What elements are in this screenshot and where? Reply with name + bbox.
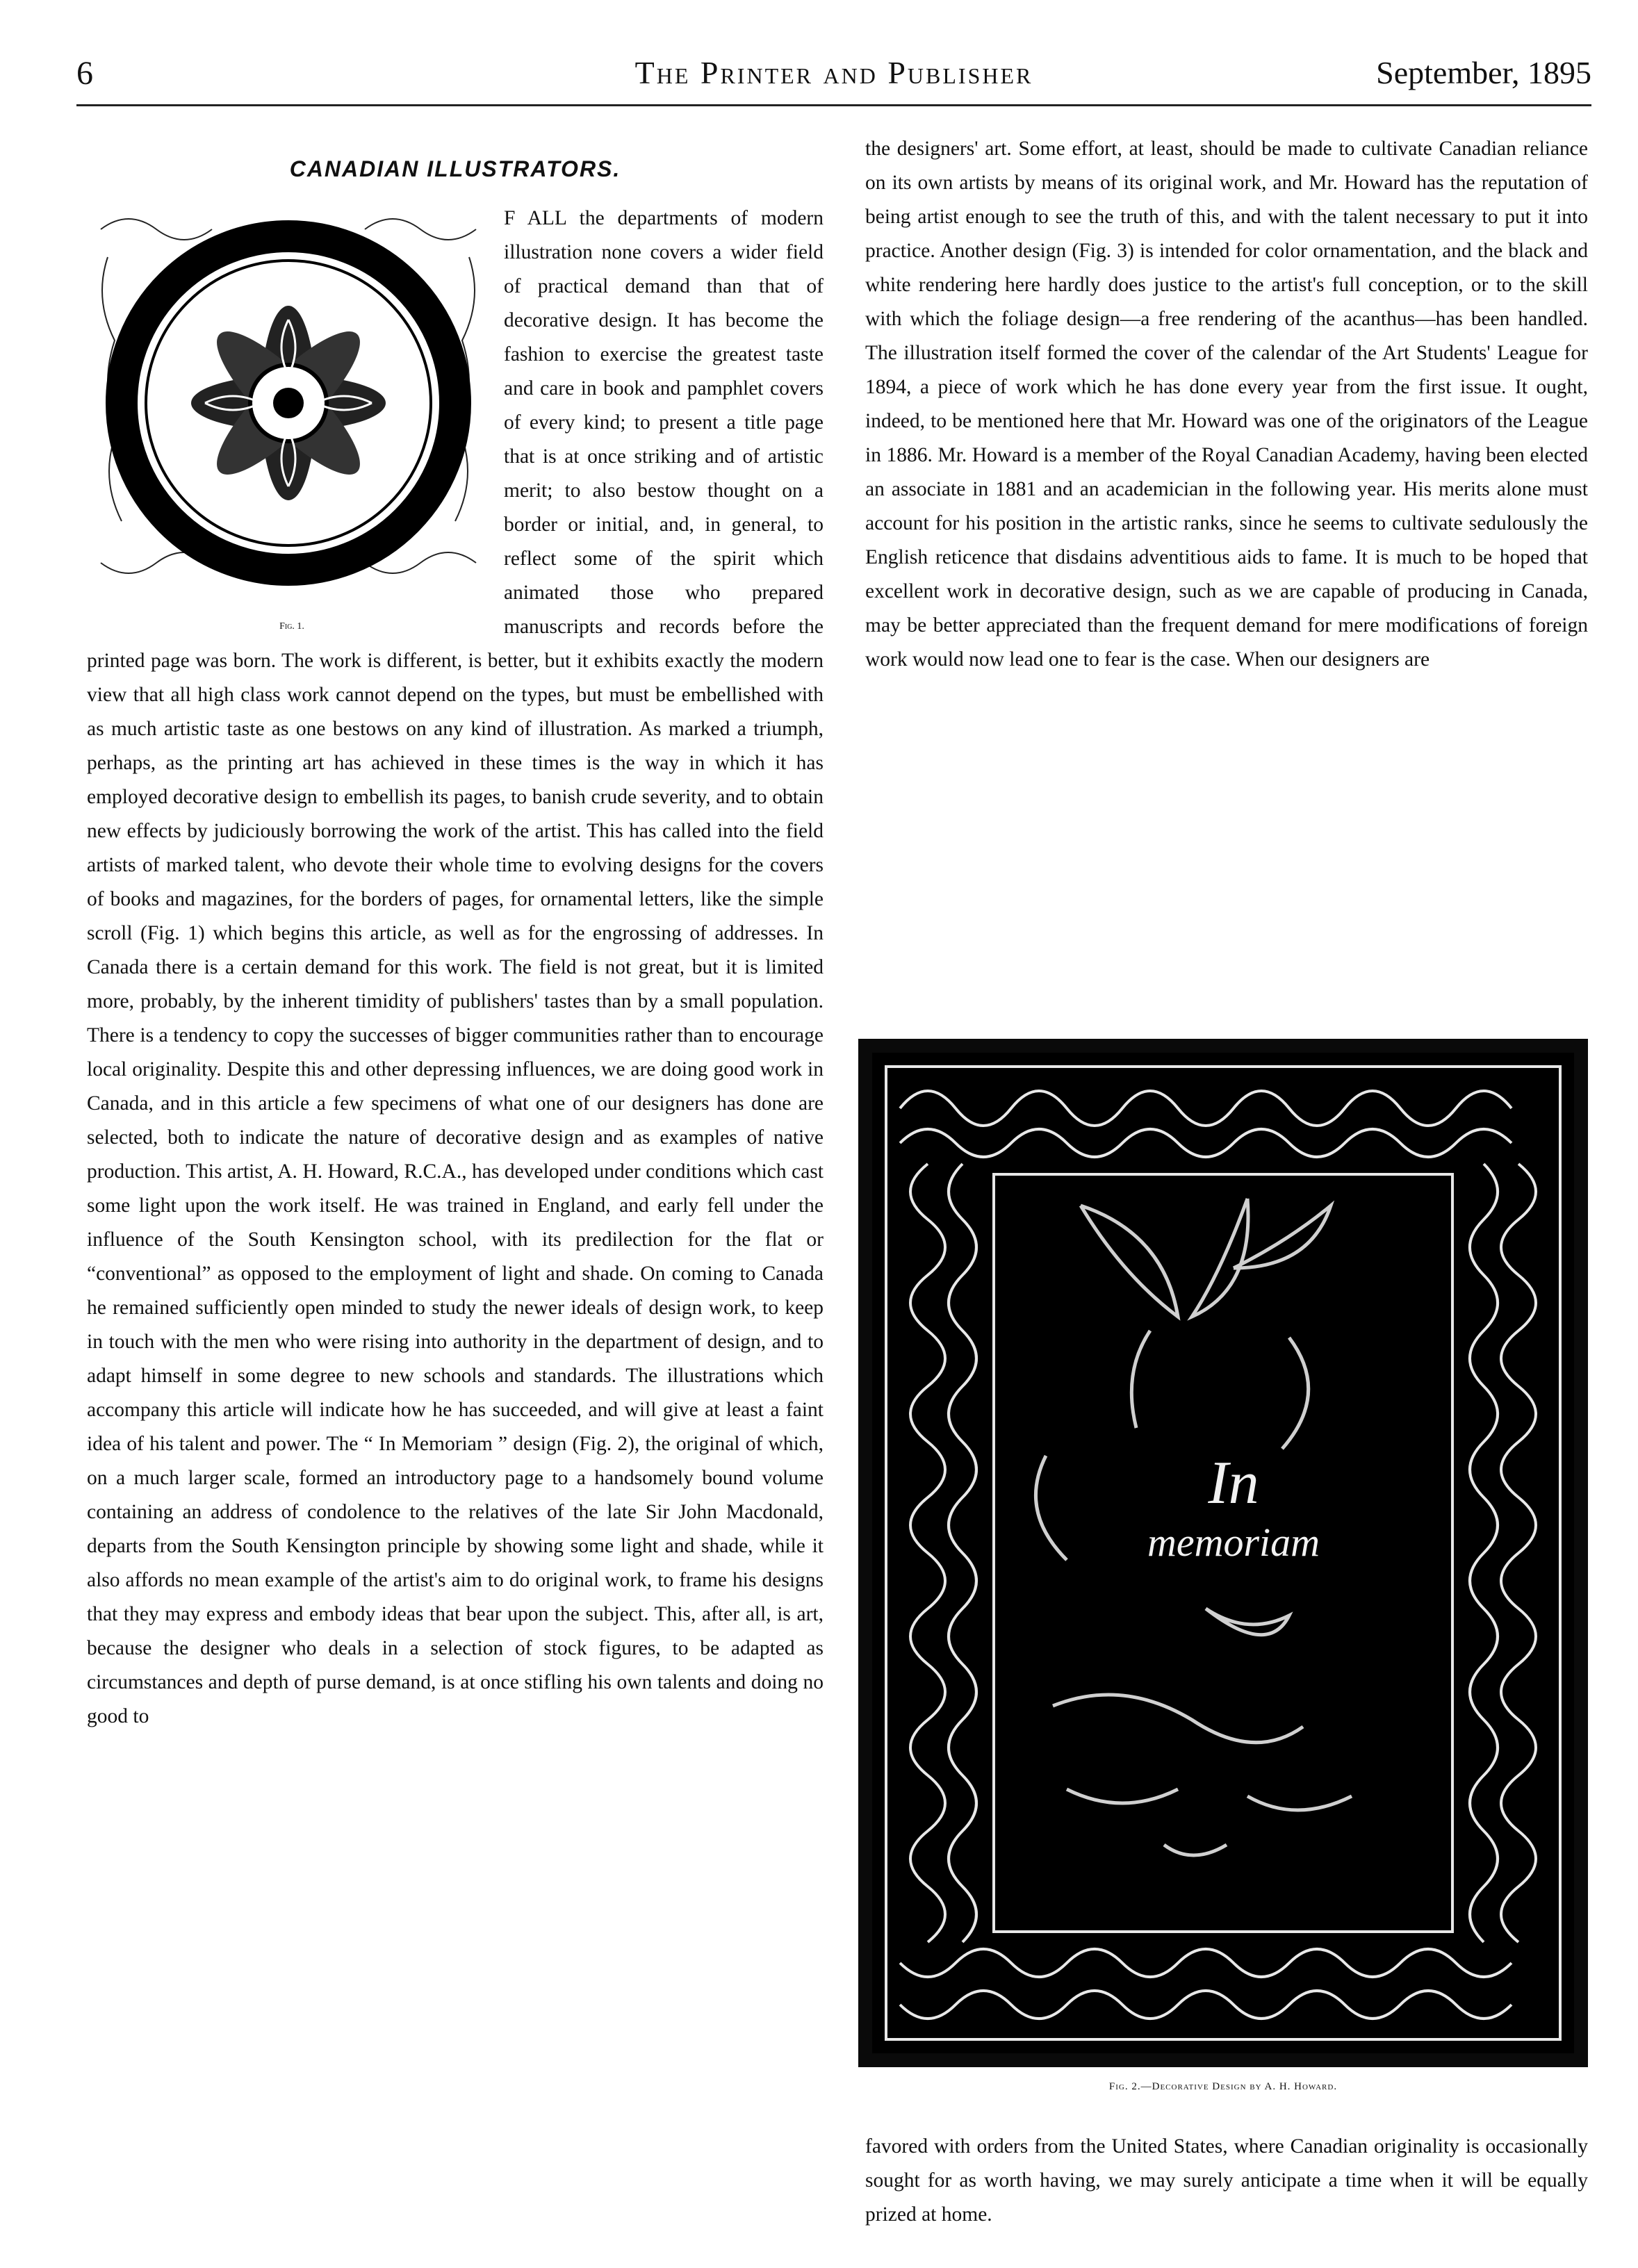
inscription-line-2: memoriam <box>1147 1520 1320 1565</box>
left-column <box>87 142 824 2199</box>
publication-title: The Printer and Publisher <box>634 55 1033 90</box>
article-heading: CANADIAN ILLUSTRATORS. <box>289 156 621 181</box>
fig1-ornamental-initial <box>87 202 497 632</box>
right-column-lower <box>865 2130 1588 2232</box>
fig2-caption: Fig. 2.—Decorative Design by A. H. Howard. <box>1108 2081 1338 2092</box>
right-column-upper <box>865 132 1588 872</box>
running-header <box>76 54 1591 103</box>
header-rule <box>76 104 1591 106</box>
fig2-inscription <box>1115 1449 1352 1567</box>
in-memoriam-illustration <box>858 1039 1588 2067</box>
fig2-in-memoriam-design <box>858 1039 1588 2102</box>
inscription-line-1: In <box>1208 1449 1259 1517</box>
article-text-left: F ALL the departments of modern illustration none covers a wider field of practical demand than that of decorative design. It has become the fashion to exercise the greatest taste and care in book and pamphlet covers of every kind; to present a title page that is at once striking and of artistic merit; to also bestow thought on a border or initial, and, in general, to reflect some of the spirit which animated those who prepared manuscripts and records before the printed page was born. The work is different, is better, but it exhibits exactly the modern view that all high class work cannot depend on the types, but must be embellished with as much artistic taste as one bestows on any kind of illustration. As marked a triumph, perhaps, as the printing art has achieved in these times is the way in which it has employed decorative design to embellish its pages, to banish crude severity, and to obtain new effects by judiciously borrowing the work of the artist. This has called into the field artists of marked talent, who devote their whole time to evolving designs for the covers of books and magazines, for the borders of pages, for ornamental letters, like the simple scroll (Fig. 1) which begins this article, as well as for the engrossing of addresses. In Canada there is a certain demand for this work. The field is not great, but it is limited more, probably, by the inherent timidity of publishers' tastes than by a small population. There is a tendency to copy the successes of bigger communities rather than to encourage local originality. Despite this and other depressing influences, we are doing good work in Canada, and in this article a few specimens of what one of our designers has done are selected, both to indicate the nature of decorative design and as examples of native production. This artist, A. H. Howard, R.C.A., has developed under conditions which cast some light upon the work itself. He was trained in England, and early fell under the influence of the South Kensington school, with its predilection for the flat or “conventional” as opposed to the employment of light and shade. On coming to Canada he remained sufficiently open minded to study the newer ideals of design work, to keep in touch with the men who were rising into authority in the department of design, and to adapt himself in some degree to new schools and standards. The illustrations which accompany this article will indicate how he has succeeded, and will give at least a faint idea of his talent and power. The “ In Memoriam ” design (Fig. 2), the original of which, on a much larger scale, formed an introductory page to a handsomely bound volume containing an address of condolence to the relatives of the late Sir John Macdonald, departs from the South Kensington principle by showing some light and shade, while it also affords no mean example of the artist's aim to do original work, to frame his designs that they may express and embody ideas that bear upon the subject. This, after all, is art, because the designer who deals in a selection of stock figures, to be adapted as circumstances and depth of purse demand, is at once stifling his own talents and doing no good to <box>87 207 824 1727</box>
fig1-caption: Fig. 1. <box>279 621 304 632</box>
ornamental-o-initial-image <box>87 202 497 618</box>
article-text-right-bottom: favored with orders from the United States, where Canadian originality is occasionally sought for as worth having, we may surely anticipate a time when it will be equally prized at home. <box>865 2135 1588 2226</box>
page-number: 6 <box>76 55 93 92</box>
issue-date: September, 1895 <box>1376 55 1591 90</box>
article-text-right-top: the designers' art. Some effort, at least, should be made to cultivate Canadian reliance on its own artists by means of its original work, and Mr. Howard has the reputation of being artist enough to see the truth of this, and with the talent necessary to put it into practice. Another design (Fig. 3) is intended for color ornamentation, and the black and white rendering here hardly does justice to the artist's full conception, or to the skill with which the foliage design—a free rendering of the acanthus—has been handled. The illustration itself formed the cover of the calendar of the Art Students' League for 1894, a piece of work which he has done every year from the first issue. It ought, indeed, to be mentioned here that Mr. Howard was one of the originators of the League in 1886. Mr. Howard is a member of the Royal Canadian Academy, having been elected an associate in 1881 and an academician in the following year. His merits alone must account for his position in the artistic ranks, since he seems to cultivate sedulously the English reticence that disdains adventitious aids to fame. It is much to be hoped that excellent work in decorative design, such as we are capable of producing in Canada, may be better appreciated than the frequent demand for mere modifications of foreign work would now lead one to fear is the case. When our designers are <box>865 138 1588 671</box>
right-column <box>865 132 1588 2226</box>
